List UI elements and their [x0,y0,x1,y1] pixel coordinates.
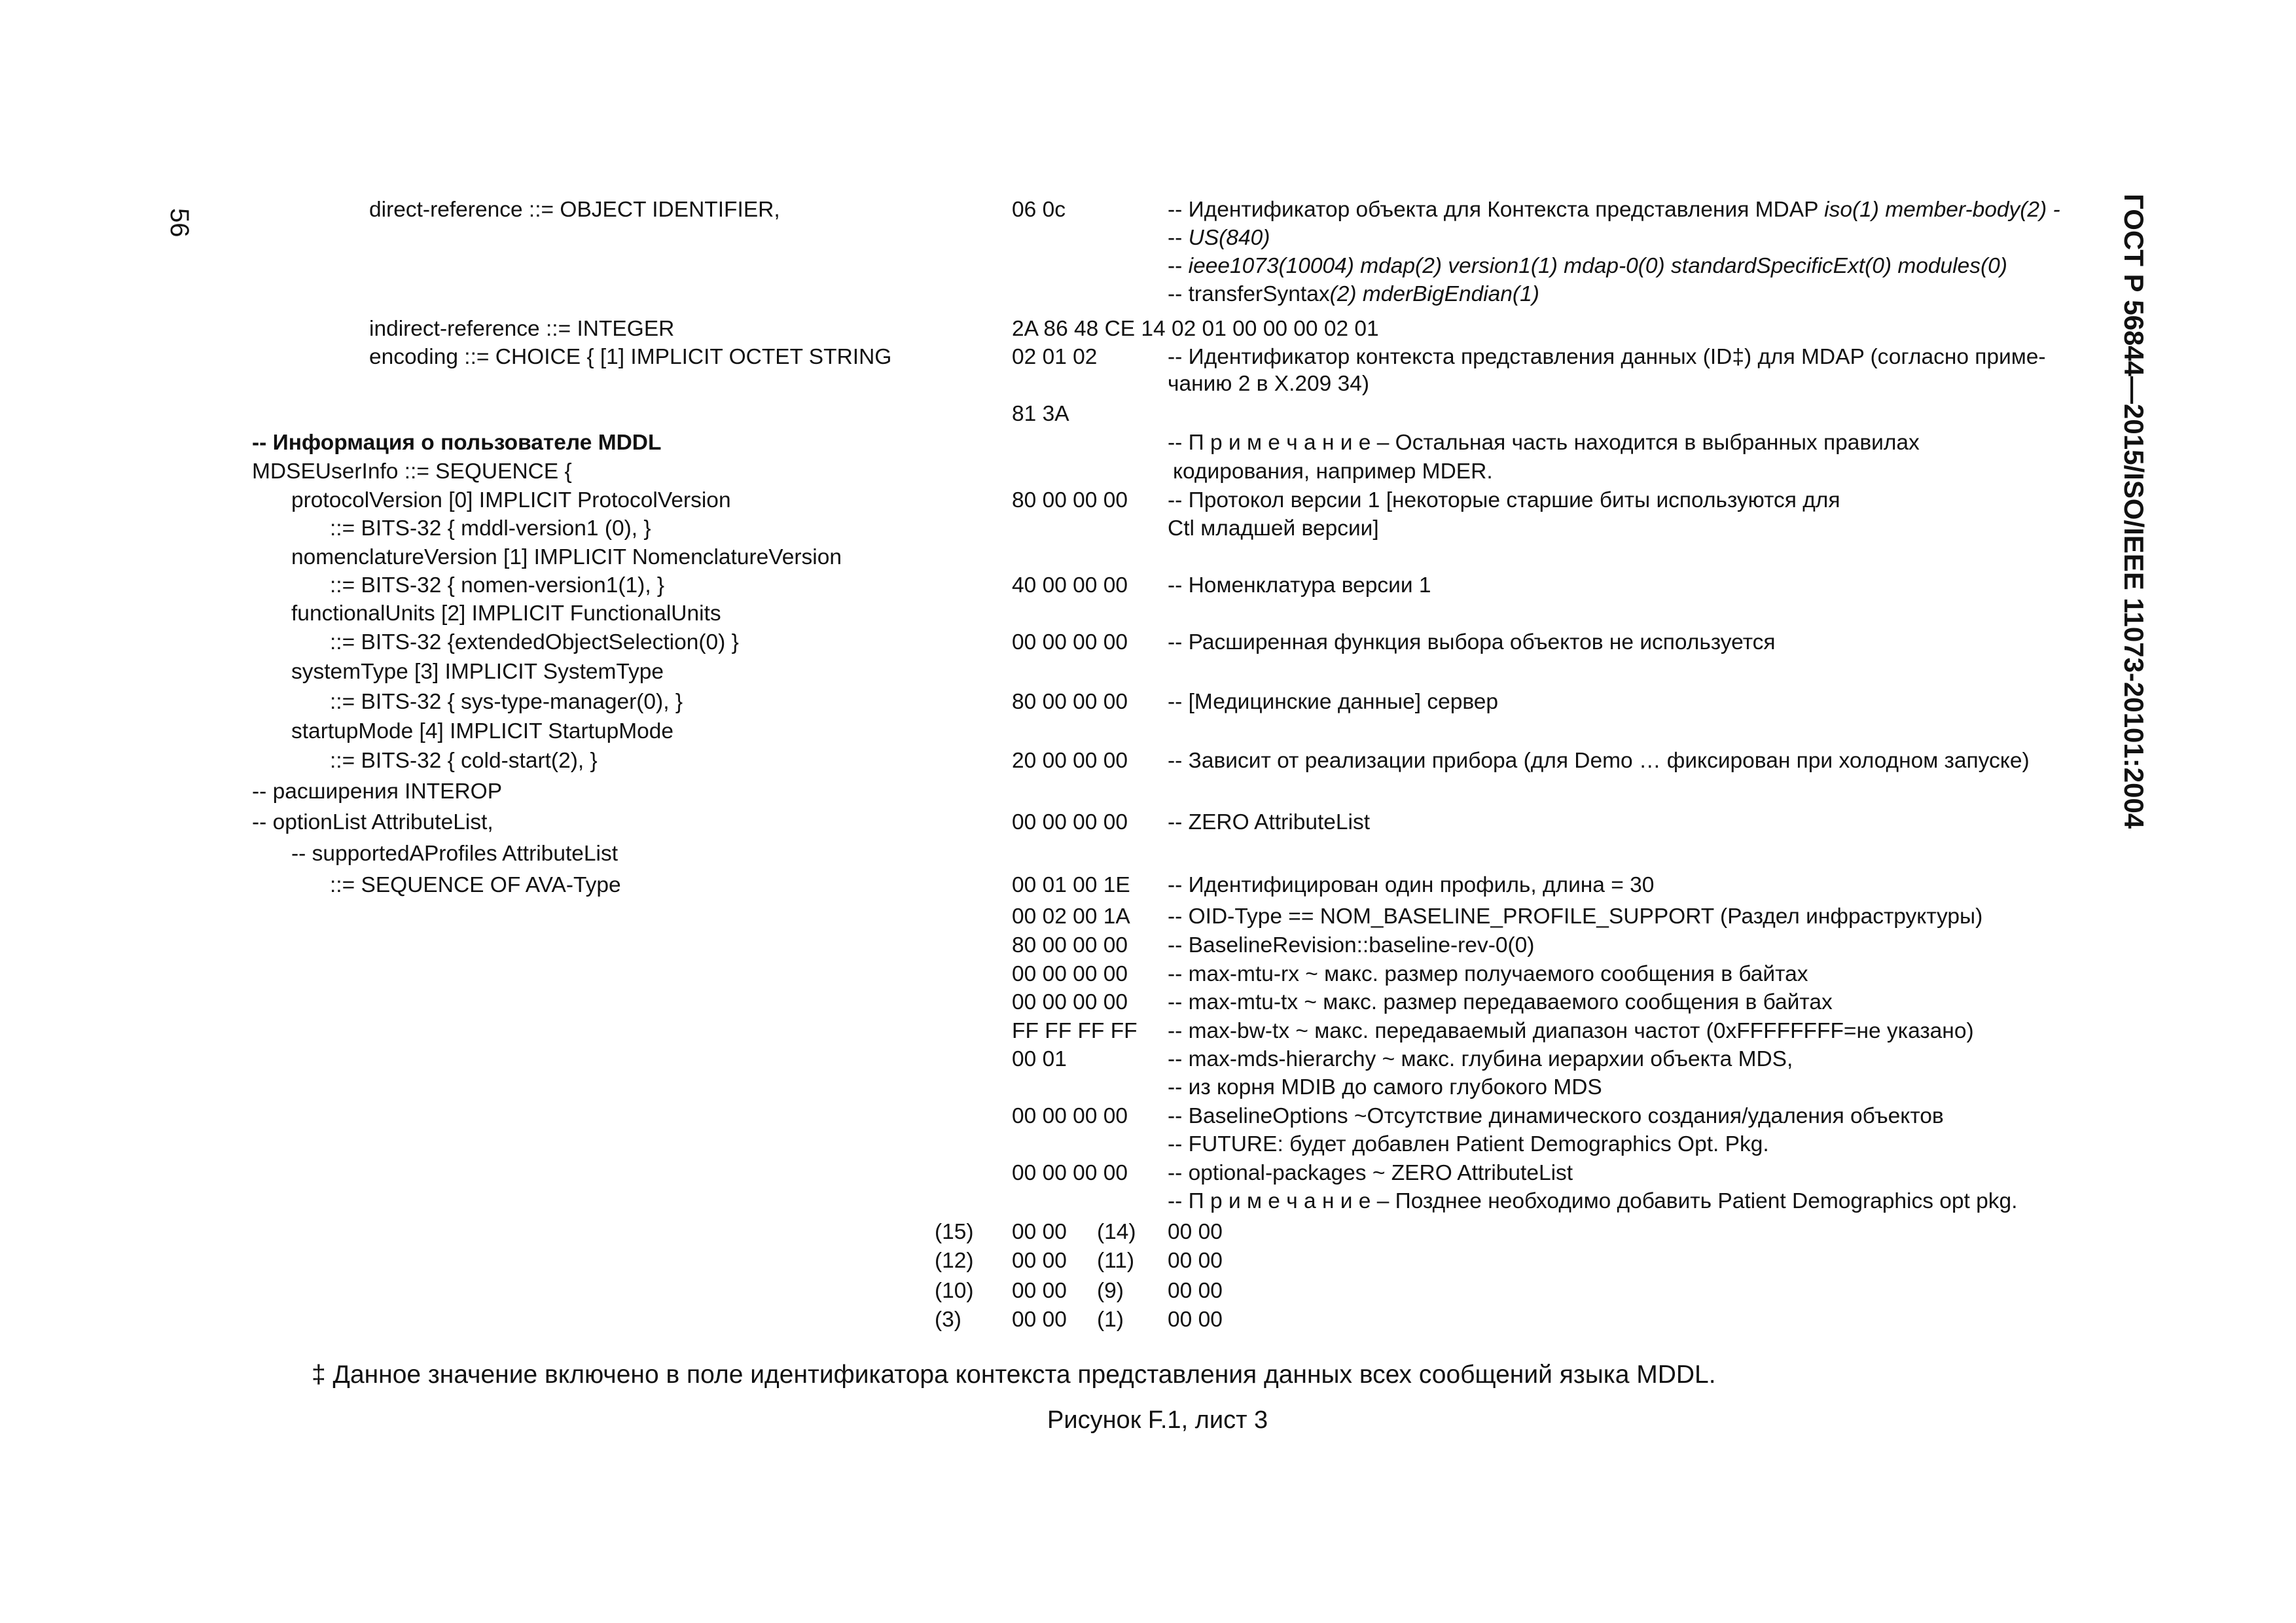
asn-option-list: -- optionList AttributeList, [252,810,493,834]
comment-line: -- Идентифицирован один профиль, длина = 30 [1168,873,1655,897]
page-number: 56 [165,208,194,238]
comment-line: -- Расширенная функция выбора объектов не используется [1168,630,1776,654]
hex-value: 20 00 00 00 [1012,749,1128,773]
note-line: кодирования, например MDER. [1173,459,1493,484]
oid-value: 00 00 [1168,1249,1223,1273]
comment-line: -- FUTURE: будет добавлен Patient Demographics Opt. Pkg. [1168,1132,1769,1156]
asn-functional-units: functionalUnits [2] IMPLICIT FunctionalUnits [291,601,721,626]
asn-nomenclature-version-def: ::= BITS-32 { nomen-version1(1), } [330,573,665,597]
hex-value: 2A 86 48 CE 14 02 01 00 00 00 02 01 [1012,317,1379,341]
comment-line: -- ZERO AttributeList [1168,810,1371,834]
hex-value: 00 00 00 00 [1012,962,1128,986]
asn-system-type-def: ::= BITS-32 { sys-type-manager(0), } [330,690,683,714]
comment-line: -- Идентификатор контекста представления данных (ID‡) для MDAP (согласно приме- [1168,345,2046,369]
oid-index: (14) [1097,1220,1136,1244]
comment-line: -- transferSyntax(2) mderBigEndian(1) [1168,282,1539,306]
comment-line: -- Протокол версии 1 [некоторые старшие биты используются для [1168,488,1840,512]
asn-extensions: -- расширения INTEROP [252,779,503,804]
comment-line: -- Зависит от реализации прибора (для Demo … фиксирован при холодном запуске) [1168,749,2030,773]
comment-line: -- optional-packages ~ ZERO AttributeList [1168,1161,1573,1185]
hex-value: FF FF FF FF [1012,1019,1138,1043]
asn-nomenclature-version: nomenclatureVersion [1] IMPLICIT NomenclatureVersion [291,545,842,569]
asn-mdse-user-info: MDSEUserInfo ::= SEQUENCE { [252,459,572,484]
comment-line: -- BaselineRevision::baseline-rev-0(0) [1168,933,1535,957]
asn-supported-profiles: -- supportedAProfiles AttributeList [291,842,619,866]
asn-encoding: encoding ::= CHOICE { [1] IMPLICIT OCTET STRING [369,345,892,369]
comment-line: Ctl младшей версии] [1168,516,1379,541]
comment-line: -- max-mtu-rx ~ макс. размер получаемого сообщения в байтах [1168,962,1808,986]
comment-line: -- max-mds-hierarchy ~ макс. глубина иерархии объекта MDS, [1168,1047,1793,1071]
comment-line: -- US(840) [1168,226,1270,250]
comment-line: -- OID-Type == NOM_BASELINE_PROFILE_SUPPORT (Раздел инфраструктуры) [1168,904,1983,929]
oid-value: 00 00 [1168,1220,1223,1244]
oid-index: (15) [935,1220,974,1244]
hex-value: 00 00 00 00 [1012,990,1128,1014]
oid-index: (11) [1097,1249,1135,1273]
asn-startup-mode: startupMode [4] IMPLICIT StartupMode [291,719,674,743]
oid-value: 00 00 [1168,1308,1223,1332]
comment-line: -- max-mtu-tx ~ макс. размер передаваемого сообщения в байтах [1168,990,1833,1014]
hex-value: 00 00 00 00 [1012,630,1128,654]
hex-value: 00 00 00 00 [1012,810,1128,834]
hex-value: 00 00 00 00 [1012,1161,1128,1185]
asn-direct-reference: direct-reference ::= OBJECT IDENTIFIER, [369,198,780,222]
figure-caption: Рисунок F.1, лист 3 [1047,1406,1268,1434]
oid-value: 00 00 [1012,1249,1067,1273]
oid-index: (3) [935,1308,961,1332]
hex-value: 00 01 [1012,1047,1067,1071]
asn-protocol-version: protocolVersion [0] IMPLICIT ProtocolVersion [291,488,731,512]
oid-index: (9) [1097,1279,1124,1303]
asn-functional-units-def: ::= BITS-32 {extendedObjectSelection(0) } [330,630,739,654]
oid-index: (1) [1097,1308,1124,1332]
asn-indirect-reference: indirect-reference ::= INTEGER [369,317,675,341]
comment-line: -- Номенклатура версии 1 [1168,573,1431,597]
comment-line: -- [Медицинские данные] сервер [1168,690,1499,714]
hex-value: 80 00 00 00 [1012,933,1128,957]
hex-value: 02 01 02 [1012,345,1098,369]
comment-line: -- BaselineOptions ~Отсутствие динамического создания/удаления объектов [1168,1104,1944,1128]
asn-protocol-version-def: ::= BITS-32 { mddl-version1 (0), } [330,516,651,541]
hex-value: 06 0c [1012,198,1066,222]
comment-line: -- ieee1073(10004) mdap(2) version1(1) mdap-0(0) standardSpecificExt(0) modules(0) [1168,254,2007,278]
hex-value: 00 00 00 00 [1012,1104,1128,1128]
footnote: ‡ Данное значение включено в поле идентификатора контекста представления данных всех сообщений языка MDDL. [312,1361,1716,1389]
hex-value: 00 01 00 1E [1012,873,1130,897]
oid-index: (12) [935,1249,974,1273]
hex-value: 80 00 00 00 [1012,488,1128,512]
asn-startup-mode-def: ::= BITS-32 { cold-start(2), } [330,749,598,773]
note-line: -- П р и м е ч а н и е – Позднее необходимо добавить Patient Demographics opt pkg. [1168,1189,2018,1213]
hex-value: 80 00 00 00 [1012,690,1128,714]
oid-index: (10) [935,1279,974,1303]
oid-value: 00 00 [1012,1308,1067,1332]
comment-line: -- max-bw-tx ~ макс. передаваемый диапазон частот (0xFFFFFFFF=не указано) [1168,1019,1974,1043]
comment-line: -- из корня MDIB до самого глубокого MDS [1168,1075,1602,1099]
standard-identifier: ГОСТ Р 56844—2015/ISO/IEEE 11073-20101:2004 [2119,194,2149,829]
asn-system-type: systemType [3] IMPLICIT SystemType [291,660,664,684]
oid-value: 00 00 [1012,1220,1067,1244]
note-line: -- П р и м е ч а н и е – Остальная часть находится в выбранных правилах [1168,431,1920,455]
comment-line: -- Идентификатор объекта для Контекста представления MDAP iso(1) member-body(2) - [1168,198,2060,222]
asn-sequence-of: ::= SEQUENCE OF AVA-Type [330,873,621,897]
hex-value: 81 3A [1012,402,1069,426]
section-title: -- Информация о пользователе MDDL [252,431,662,455]
comment-line: чанию 2 в X.209 34) [1168,372,1370,396]
oid-value: 00 00 [1012,1279,1067,1303]
oid-value: 00 00 [1168,1279,1223,1303]
hex-value: 00 02 00 1A [1012,904,1130,929]
hex-value: 40 00 00 00 [1012,573,1128,597]
